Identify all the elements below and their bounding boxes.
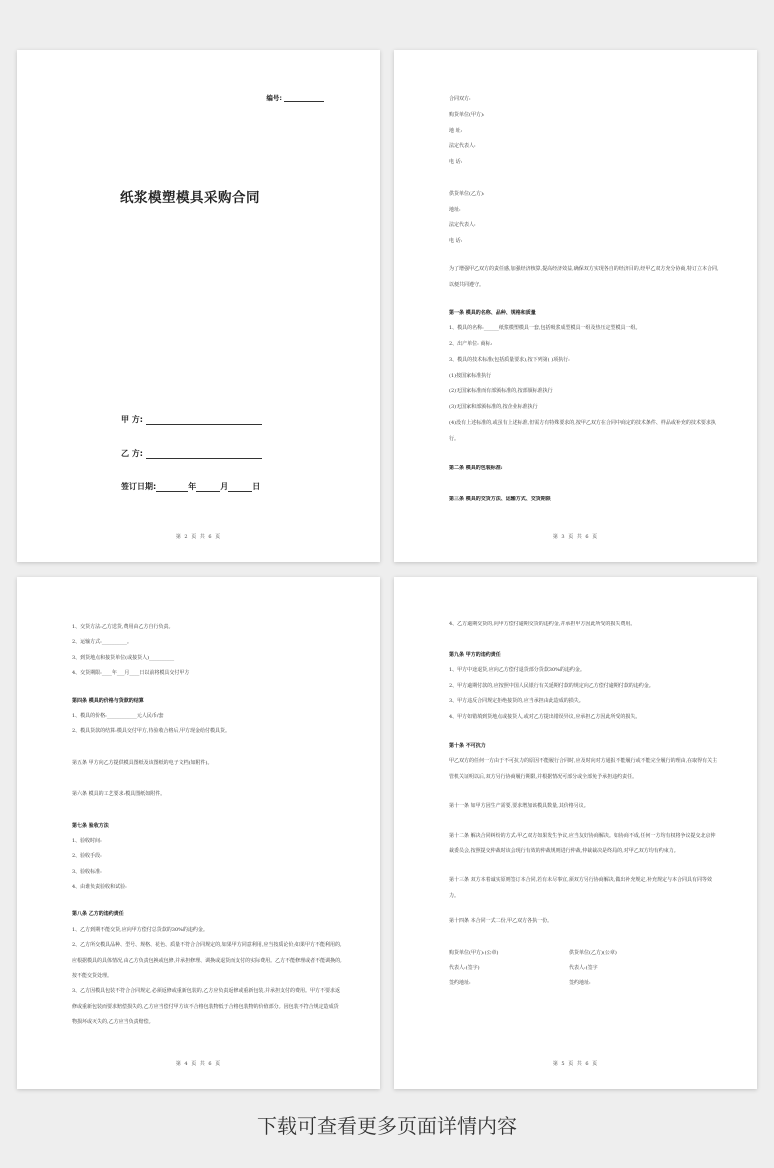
article-11: 第十一条 如甲方因生产需要,要求增加该模具数量,其价格另议。 bbox=[449, 803, 589, 810]
year-blank bbox=[156, 483, 188, 492]
article-13: 第十三条 双方本着诚实原则签订本合同,若有未尽事宜,须双方另行协商解决,做出补充规定,补充规定与本合同具有同等效力。 bbox=[449, 877, 712, 899]
page-footer: 第 5 页 共 6 页 bbox=[552, 1061, 599, 1067]
text-line: 4、乙方逾期交货的,向甲方偿付逾期交货的违约金,并承担甲方因此所受的损失费用。 bbox=[449, 621, 636, 627]
contract-number bbox=[266, 93, 324, 102]
article-5: 第五条 甲方向乙方提供模具图纸及该图纸的电子文档(如附件)。 bbox=[72, 759, 213, 766]
signature-buyer bbox=[449, 946, 569, 992]
text-line: 3、到货地点和接货单位(或接货人)__________ bbox=[72, 654, 175, 661]
download-caption: 下载可查看更多页面详情内容 bbox=[257, 1114, 517, 1138]
article-1-item-4: (4)没有上述标准的,或虽有上述标准,但需方有特殊要求的,按甲乙双方在合同中商定的技术条件、样品或补充的技术要求执行。 bbox=[449, 419, 716, 442]
article-3-title: 第三条 模具的交货方法、运输方式、交货期限 bbox=[449, 496, 551, 503]
text-line: 4、甲方如错填到货地点或接货人,或对乙方提出错误异议,应承担乙方因此所受的损失。 bbox=[449, 713, 641, 720]
article-10-text: 甲乙双方的任何一方由于不可抗力的原因不能履行合同时,应及时向对方通报不能履行或不能完全履行的理由,在取得有关主管机关证明以后,双方另行协商履行期限,并根据情况可部分或全部免予承担违约责任。 bbox=[449, 758, 718, 780]
text-line: 供货单位(乙方): bbox=[449, 190, 485, 197]
text-line: 2、出产单位: 商标: bbox=[449, 340, 493, 347]
contract-number-blank bbox=[284, 95, 324, 102]
text-line: 1、模具的价格:____________元人民币/套 bbox=[72, 712, 164, 719]
contract-page-4 bbox=[17, 577, 380, 1089]
article-14: 第十四条 本合同一式二份,甲乙双方各执一份。 bbox=[449, 918, 553, 925]
text-line: 法定代表人: bbox=[449, 143, 476, 150]
year-label: 年 bbox=[188, 482, 197, 491]
text-line bbox=[449, 171, 719, 187]
article-8-title: 第八条 乙方的违约责任 bbox=[72, 911, 124, 918]
text-line: 电 话: bbox=[449, 159, 463, 166]
page5-content bbox=[449, 621, 719, 992]
signing-date-line bbox=[121, 481, 260, 492]
text-line: 1、交货方法:乙方送货,费用由乙方自行负责。 bbox=[72, 624, 174, 630]
text-line: 3、甲方违反合同规定拒绝接货的,应当承担由此造成的损失。 bbox=[449, 698, 584, 705]
article-4-title: 第四条 模具的价格与货款的结算 bbox=[72, 697, 144, 704]
text-line: 签约地址: bbox=[449, 980, 471, 987]
text-line: 2、运输方式:__________。 bbox=[72, 639, 132, 646]
signature-block bbox=[449, 946, 719, 992]
text-line: 1、验收时间: bbox=[72, 837, 102, 844]
article-7-title: 第七条 验收方法 bbox=[72, 822, 109, 829]
party-a-label: 甲 方: bbox=[121, 415, 143, 424]
contract-title: 纸浆模塑模具采购合同 bbox=[120, 190, 260, 206]
party-b-line bbox=[121, 448, 262, 459]
text-line: 4、交货期限:____年___月____日以前将模具交付甲方 bbox=[72, 670, 190, 677]
contract-number-label: 编号: bbox=[266, 94, 282, 102]
party-a-blank bbox=[146, 416, 262, 425]
text-line: (3)无国家和部颁标准的,按企业标准执行 bbox=[449, 404, 538, 411]
signature-supplier bbox=[569, 946, 689, 992]
text-line: (1)按国家标准执行 bbox=[449, 372, 492, 379]
text-line: 合同双方: bbox=[449, 96, 471, 102]
article-10-title: 第十条 不可抗力 bbox=[449, 742, 486, 749]
text-line: 购货单位(甲方):(公章) bbox=[449, 949, 499, 956]
party-b-blank bbox=[146, 450, 262, 459]
text-line: 供货单位(乙方)(公章) bbox=[569, 949, 617, 956]
text-line: 地址: bbox=[449, 206, 461, 213]
text-line: 2、模具货款的结算:模具交付甲方,待验收合格后,甲方现金给付模具货。 bbox=[72, 728, 231, 735]
page-footer: 第 3 页 共 6 页 bbox=[552, 534, 599, 540]
page-footer: 第 2 页 共 6 页 bbox=[175, 534, 222, 540]
day-label: 日 bbox=[252, 482, 261, 491]
text-line: 代表人:(签字) bbox=[449, 964, 480, 971]
article-6: 第六条 模具的工艺要求:模具图纸如附件。 bbox=[72, 791, 166, 798]
party-b-label: 乙 方: bbox=[121, 449, 143, 458]
text-line: 签约地址: bbox=[569, 980, 591, 987]
text-line: 地 址: bbox=[449, 127, 463, 134]
contract-page-3 bbox=[394, 50, 757, 562]
text-line: 电 话: bbox=[449, 238, 463, 245]
article-1-title: 第一条 模具的名称、品种、规格和质量 bbox=[449, 310, 536, 317]
text-line: 购货单位(甲方): bbox=[449, 111, 485, 118]
text-line: 4、由谁负责验收和试验: bbox=[72, 884, 127, 891]
text-line: 1、模具的名称:______纸浆模塑模具一套,包括吸浆成型模具一组及热压定型模具一组。 bbox=[449, 325, 641, 332]
text-line: 法定代表人: bbox=[449, 222, 476, 229]
contract-page-cover bbox=[17, 50, 380, 562]
text-line: 3、验收标准: bbox=[72, 868, 102, 875]
text-line: 1、乙方到期不能交货,应向甲方偿付总货款的30%的违约金。 bbox=[72, 926, 208, 933]
contract-page-5 bbox=[394, 577, 757, 1089]
article-9-title: 第九条 甲方的违约责任 bbox=[449, 652, 501, 658]
text-line: 代表人:(签字 bbox=[569, 964, 598, 971]
party-a-line bbox=[121, 414, 262, 425]
text-line: 3、模具的技术标准(包括质量要求),按下列第( )项执行: bbox=[449, 356, 570, 363]
text-line: (2)无国家标准而有部颁标准的,按部颁标准执行 bbox=[449, 388, 553, 395]
article-8-item-3: 3、乙方因模具包装不符合合同规定,必须返修或重新包装的,乙方应负责返修或重新包装,并承担支付的费用。甲方不要求返修或重新包装而要求赔偿损失的,乙方应当偿付甲方该不合格包装物低于合格包装物的价值部分。因包装不符合规定造成货物损坏或灭失的,乙方应当负责赔偿。 bbox=[72, 988, 340, 1026]
article-2-title: 第二条 模具的包装标准: bbox=[449, 465, 503, 472]
text-line: 2、验收手段: bbox=[72, 853, 102, 860]
month-blank bbox=[196, 483, 220, 492]
page4-content bbox=[72, 620, 342, 1031]
article-12: 第十二条 解决合同纠纷的方式:甲乙双方如果发生争议,应当友好协商解决。如协商不成,任何一方均有权将争议提交北京仲裁委员会,按照提交仲裁时该会现行有效的仲裁规则进行仲裁,仲裁裁决是终局的,对甲乙双方均有约束力。 bbox=[449, 832, 716, 854]
text-line: 2、甲方逾期付款的,应按照中国人民银行有关延期付款的规定向乙方偿付逾期付款的违约金。 bbox=[449, 682, 654, 689]
intro-paragraph: 为了增强甲乙双方的责任感,加强经济核算,提高经济效益,确保双方实现各自的经济目的,经甲乙双方充分协商,特订立本合同,以便共同遵守。 bbox=[449, 265, 719, 288]
article-8-item-2: 2、乙方所交模具品种、型号、规格、花色、质量不符合合同规定的,如果甲方同意利用,应当按质论价;如果甲方不能利用的,应根据模具的具体情况,由乙方负责包换或包修,并承担修理、调换或退货而支付的实际费用。乙方不能修理或者不能调换的,按不能交货处理。 bbox=[72, 942, 342, 980]
page3-content bbox=[449, 92, 719, 503]
page-footer: 第 4 页 共 6 页 bbox=[175, 1061, 222, 1067]
day-blank bbox=[228, 483, 252, 492]
month-label: 月 bbox=[220, 482, 229, 491]
text-line: 1、甲方中途退货,应向乙方偿付退货部分货款30%的违约金。 bbox=[449, 667, 585, 674]
signing-date-label: 签订日期: bbox=[121, 482, 157, 491]
